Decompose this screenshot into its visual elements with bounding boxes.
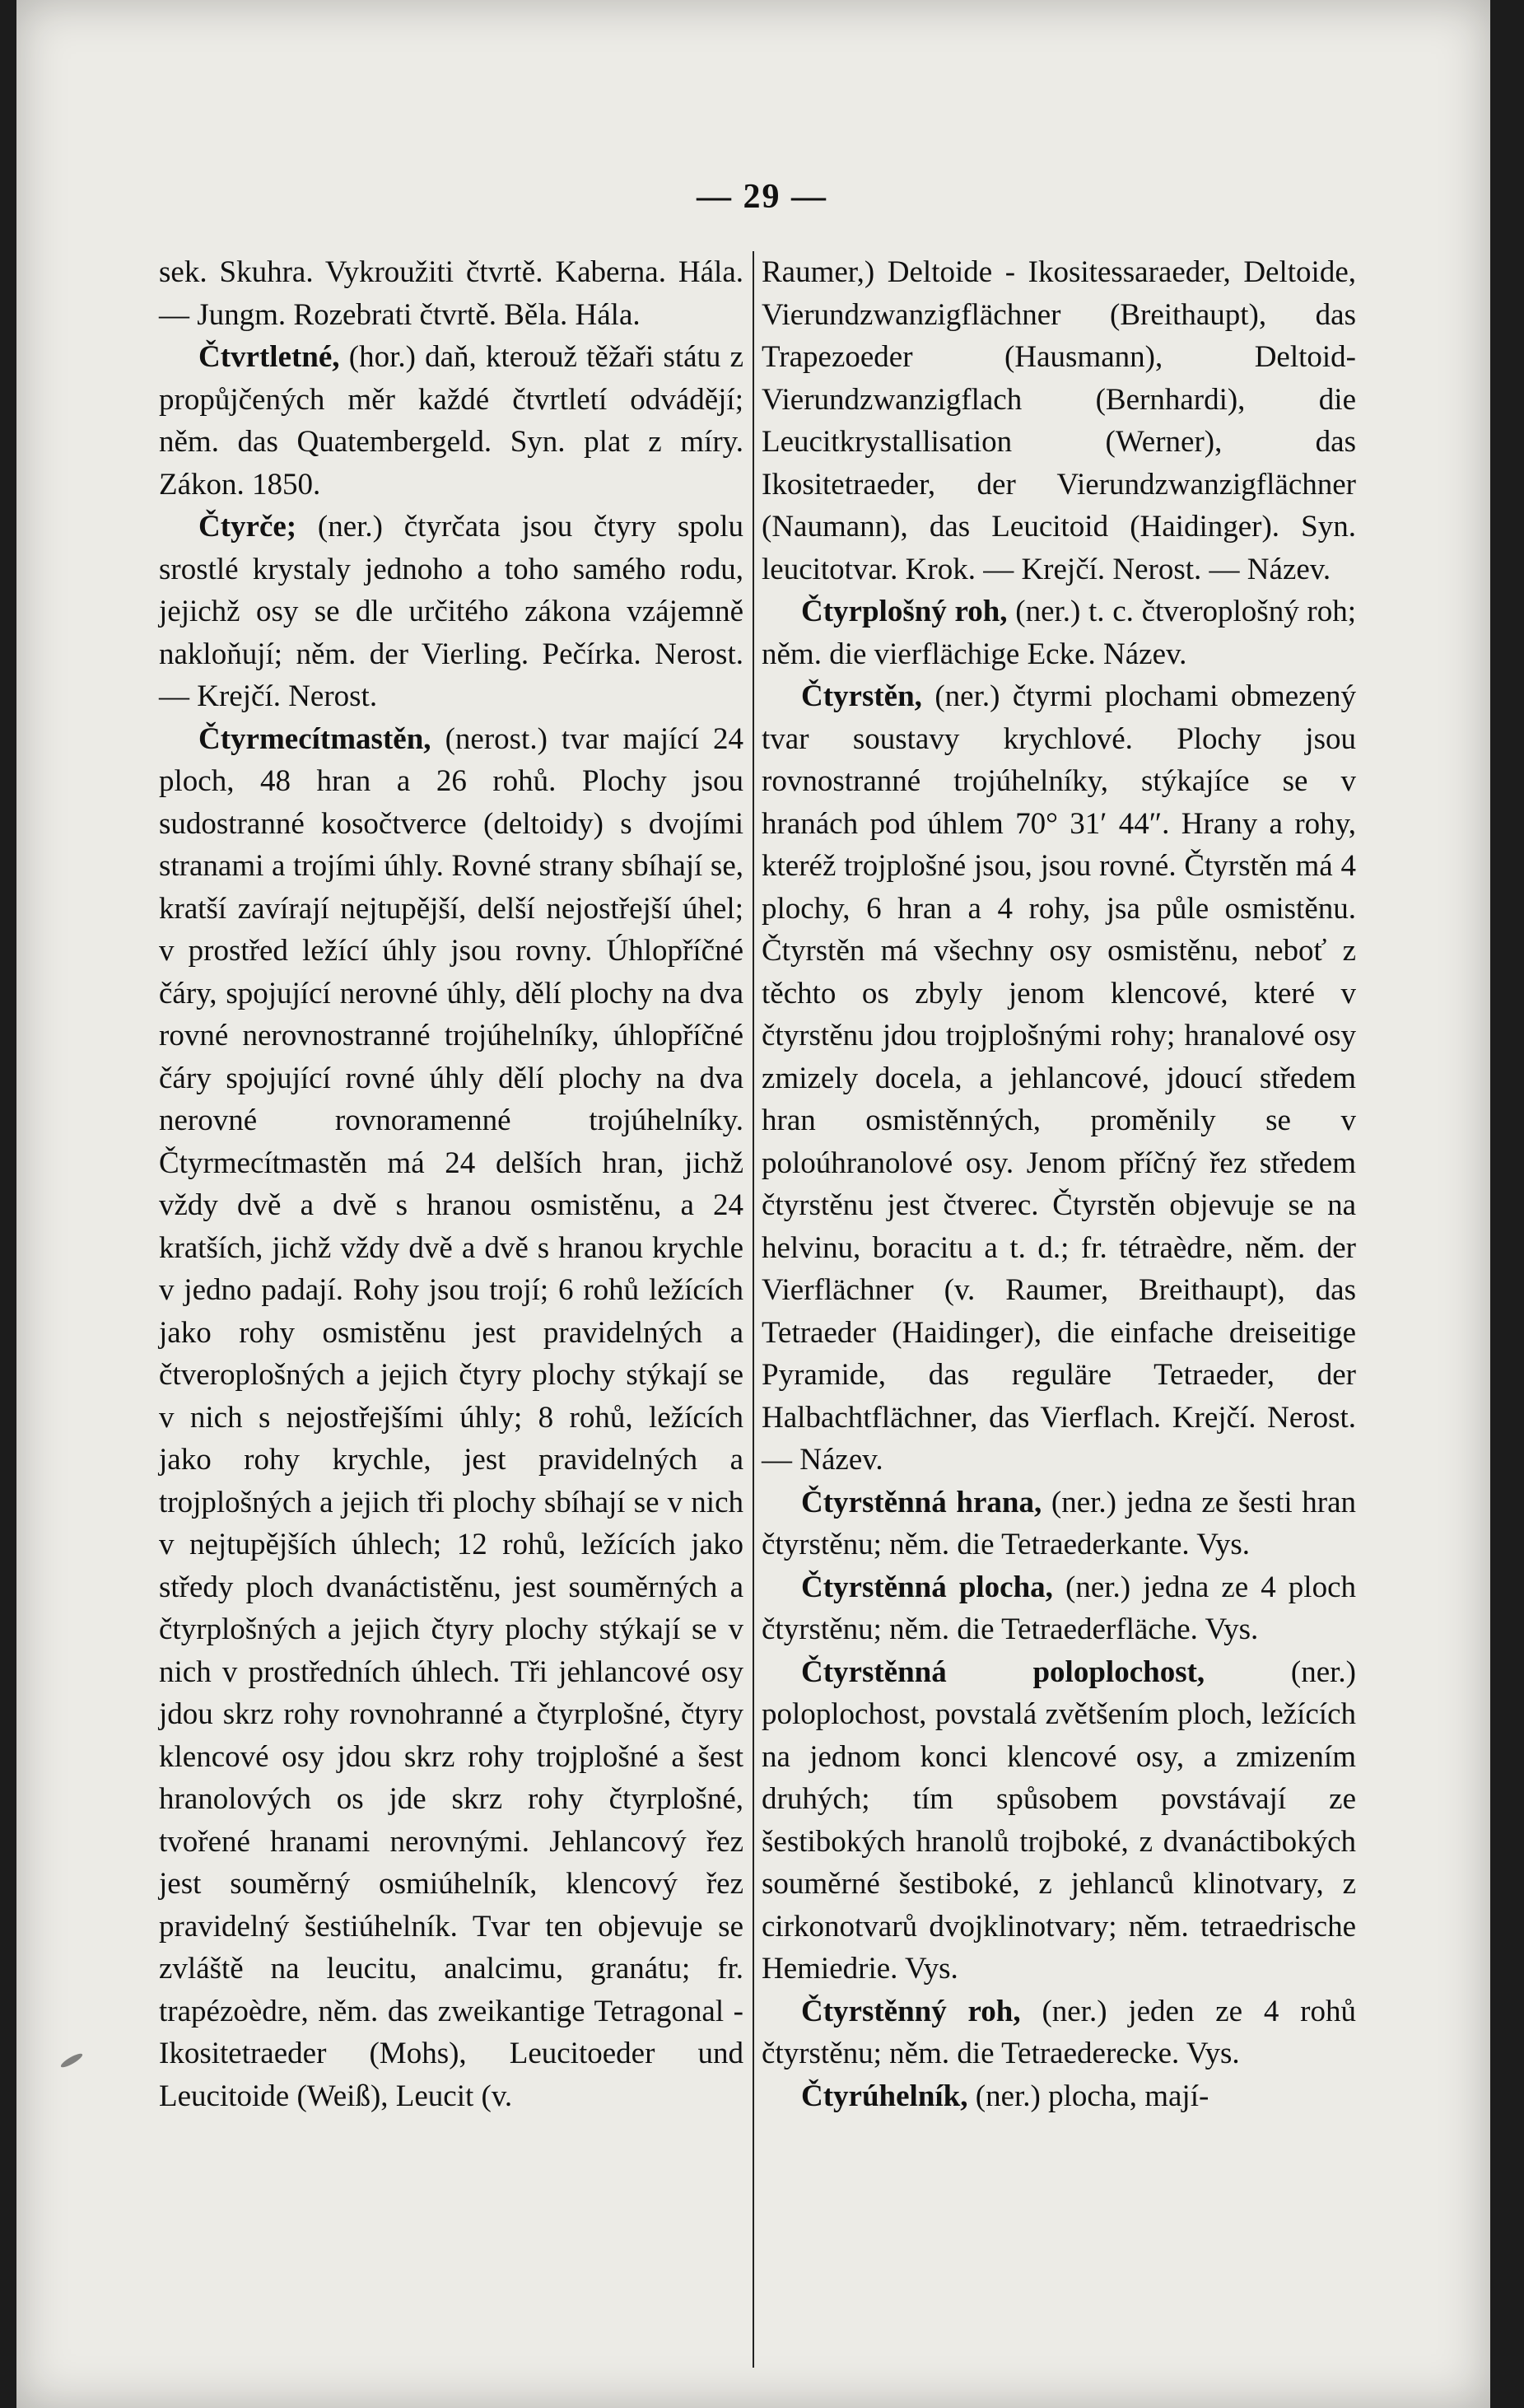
column-divider [753,251,754,2368]
dictionary-entry [762,675,1356,1482]
entry-headword: Čtyrče; [198,510,297,544]
entry-headword: Čtyrstěnná plocha, [801,1570,1053,1604]
entry-text: (ner.) plocha, mají- [975,2079,1209,2113]
entry-text: (ner.) čtyrčata jsou čtyry spolu srostlé krystaly jednoho a toho samého rodu, jejichž osy se dle určitého zákona vzájemně nakloňují; něm. der Vierling. Pečírka. Nerost. — Krejčí. Nerost. [159,510,744,713]
entry-text: (ner.) poloplochost, povstalá zvětšením ploch, ležících na jednom konci klencové osy, a zmizením druhých; tím spůsobem povstávají ze šestibokých hranolů trojboké, z dvanáctibokých souměrné šestiboké, z jehlanců klinotvary, z cirkonotvarů dvojklinotvary; něm. tetraedrische Hemiedrie. Vys. [762,1654,1356,1986]
dictionary-entry [159,718,743,2118]
dictionary-entry [159,506,743,718]
entry-text: (hor.) daň, kterouž těžaři státu z propůjčených měr každé čtvrtletí odvádějí; něm. das Quatembergeld. Syn. plat z míry. Zákon. 1850. [159,340,743,502]
entry-headword: Čtyrplošný roh, [801,595,1008,628]
dictionary-entry-continuation [762,251,1356,590]
entry-text: (ner.) jedna ze 4 ploch čtyrstěnu; něm. die Tetraederfläche. Vys. [762,1570,1356,1646]
entry-headword: Čtyrstěnná poloplochost, [801,1654,1205,1689]
dictionary-entry [762,1482,1356,1566]
entry-headword: Čtyrstěn, [801,679,922,713]
page-number: — 29 — [697,178,827,216]
dictionary-entry-continuation [159,251,743,336]
dictionary-entry [762,2075,1356,2118]
dictionary-entry [762,1990,1356,2075]
entry-headword: Čtyrstěnná hrana, [801,1485,1042,1519]
entry-text: (ner.) čtyrmi plochami obmezený tvar soustavy krychlové. Plochy jsou rovnostranné trojúhelníky, stýkajíce se v hranách pod úhlem 70° 31′ 44″. Hrany a rohy, kteréž trojplošné jsou, jsou rovné. Čtyrstěn má 4 plochy, 6 hran a 4 rohy, jsa půle osmistěnu. Čtyrstěn má všechny osy osmistěnu, neboť z těchto os zbyly jenom klencové, které v čtyrstěnu jdou trojplošnými rohy; hranalové osy zmizely docela, a jehlancové, jdoucí středem hran osmistěnných, proměnily se v poloúhranolové osy. Jenom příčný řez středem čtyrstěnu jest čtverec. Čtyrstěn objevuje se na helvinu, boracitu a t. d.; fr. tétraèdre, něm. der Vierflächner (v. Raumer, Breithaupt), das Tetraeder (Haidinger), die einfache dreiseitige Pyramide, das reguläre Tetraeder, der Halbachtflächner, das Vierflach. Krejčí. Nerost. — Název. [762,679,1356,1477]
entry-text: sek. Skuhra. Vykroužiti čtvrtě. Kaberna. Hála. — Jungm. Rozebrati čtvrtě. Běla. Hála. [159,255,743,332]
entry-headword: Čtyrúhelník, [801,2079,968,2113]
dictionary-entry [762,1651,1356,1990]
dictionary-entry [762,590,1356,675]
entry-headword: Čtyrmecítmastěn, [198,721,431,756]
dictionary-entry [159,336,743,506]
entry-text: (nerost.) tvar mající 24 ploch, 48 hran a 26 rohů. Plochy jsou sudostranné kosočtverce (deltoidy) s dvojími stranami a trojími úhly. Rovné strany sbíhají se, kratší zavírají nejtupější, delší nejostřejší úhel; v prostřed ležící úhly jsou rovny. Úhlopříčné čáry, spojující nerovné úhly, dělí plochy na dva rovné nerovnostranné trojúhelníky, úhlopříčné čáry spojující rovné úhly dělí plochy na dva nerovné rovnoramenné trojúhelníky. Čtyrmecítmastěn má 24 delších hran, jichž vždy dvě a dvě s hranou osmistěnu, a 24 kratších, jichž vždy dvě a dvě s hranou krychle v jedno padají. Rohy jsou trojí; 6 rohů ležících jako rohy osmistěnu jest pravidelných a čtveroplošných a jejich čtyry plochy stýkají se v nich s nejostřejšími úhly; 8 rohů, ležících jako rohy krychle, jest pravidelných a trojplošných a jejich tři plochy sbíhají se v nich v nejtupějších úhlech; 12 rohů, ležících jako středy ploch dvanáctistěnu, jest souměrných a čtyrplošných a jejich čtyry plochy stýkají se v nich v prostředních úhlech. Tři jehlancové osy jdou skrz rohy rovnohranné a čtyrplošné, čtyry klencové osy jdou skrz rohy trojplošné a šest hranolových os jde skrz rohy čtyrplošné, tvořené hranami nerovnými. Jehlancový řez jest souměrný osmiúhelník, klencový řez pravidelný šestiúhelník. Tvar ten objevuje se zvláště na leucitu, analcimu, granátu; fr. trapézoèdre, něm. das zweikantige Tetragonal - Ikositetraeder (Mohs), Leucitoeder und Leucitoide (Weiß), Leucit (v. [159,721,743,2113]
entry-text: Raumer,) Deltoide - Ikositessaraeder, Deltoide, Vierundzwanzigflächner (Breithaupt), das Trapezoeder (Hausmann), Deltoid-Vierundzwanzigflach (Bernhardi), die Leucitkrystallisation (Werner), das Ikositetraeder, der Vierundzwanzigflächner (Naumann), das Leucitoid (Haidinger). Syn. leucitotvar. Krok. — Krejčí. Nerost. — Název. [762,255,1356,586]
left-column [159,251,743,2117]
entry-text: (ner.) jedna ze šesti hran čtyrstěnu; něm. die Tetraederkante. Vys. [762,1485,1357,1561]
entry-text: (ner.) jeden ze 4 rohů čtyrstěnu; něm. die Tetraederecke. Vys. [762,1994,1356,2070]
entry-text: (ner.) t. c. čtveroplošný roh; něm. die vierflächige Ecke. Název. [762,595,1356,671]
entry-headword: Čtvrtletné, [198,340,340,374]
right-column [762,251,1356,2117]
dictionary-entry [762,1566,1356,1651]
entry-headword: Čtyrstěnný roh, [801,1994,1021,2028]
